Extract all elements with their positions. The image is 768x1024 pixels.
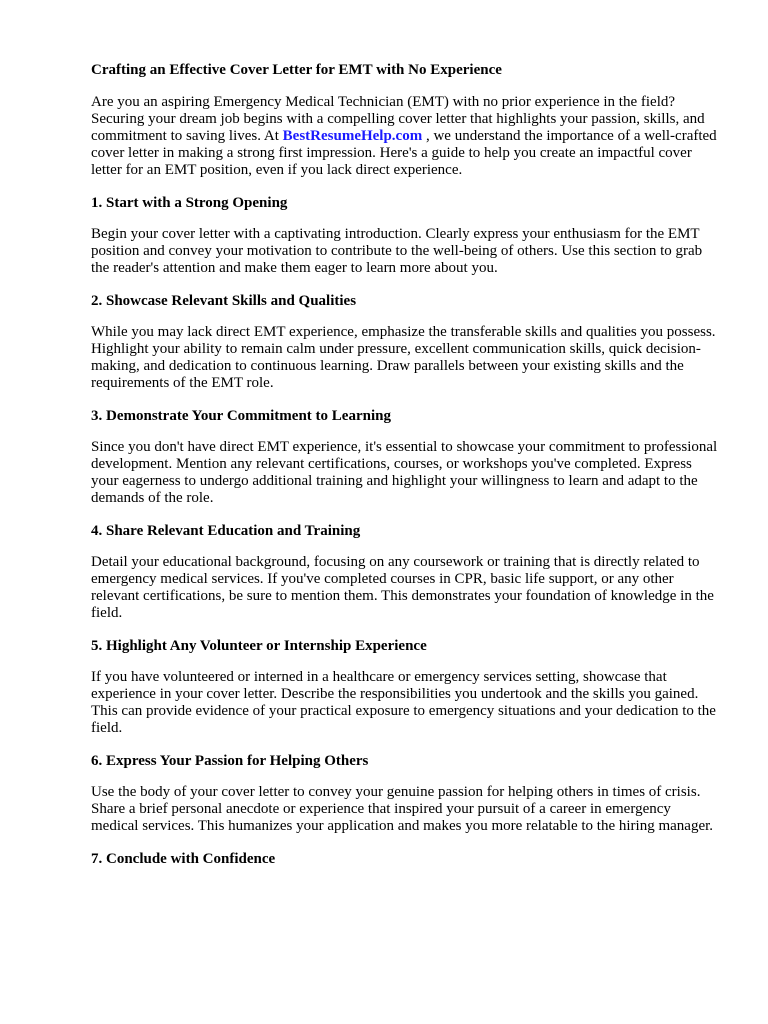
section-heading-3: 3. Demonstrate Your Commitment to Learning bbox=[91, 408, 391, 424]
section-body-3: Since you don't have direct EMT experience, it's essential to showcase your commitment to professional development. Mention any relevant certifications, courses, or workshops you've completed. Express your eagerness to undergo additional training and highlight your willingness to learn and adapt to the demands of the role. bbox=[91, 439, 718, 506]
section-body-6: Use the body of your cover letter to convey your genuine passion for helping others in times of crisis. Share a brief personal anecdote or experience that inspired your pursuit of a career in emergency medical services. This humanizes your application and makes you more relatable to the hiring manager. bbox=[91, 784, 714, 834]
bestresumehelp-link[interactable]: BestResumeHelp.com bbox=[282, 128, 423, 144]
intro-text-after-link: , we understand the importance of a well-crafted cover letter in making a strong first impression. Here's a guide to help you create an impactful cover letter for an EMT position, even if you lack direct experience. bbox=[91, 128, 717, 178]
section-heading-5: 5. Highlight Any Volunteer or Internship Experience bbox=[91, 638, 427, 654]
section-body-4: Detail your educational background, focusing on any coursework or training that is directly related to emergency medical services. If you've completed courses in CPR, basic life support, or any other relevant certifications, be sure to mention them. This demonstrates your foundation of knowledge in the field. bbox=[91, 554, 714, 621]
section-heading-6: 6. Express Your Passion for Helping Others bbox=[91, 753, 369, 769]
section-heading-7: 7. Conclude with Confidence bbox=[91, 851, 276, 867]
intro-text-before-link: Are you an aspiring Emergency Medical Technician (EMT) with no prior experience in the field? Securing your dream job begins with a compelling cover letter that highlights your passion, skills, and commitment to saving lives. At bbox=[91, 94, 705, 144]
section-body-2: While you may lack direct EMT experience, emphasize the transferable skills and qualities you possess. Highlight your ability to remain calm under pressure, excellent communication skills, quick decision-making, and dedication to continuous learning. Draw parallels between your existing skills and the requirements of the EMT role. bbox=[91, 324, 716, 391]
section-body-5: If you have volunteered or interned in a healthcare or emergency services setting, showcase that experience in your cover letter. Describe the responsibilities you undertook and the skills you gained. This can provide evidence of your practical exposure to emergency situations and your dedication to the field. bbox=[91, 669, 716, 736]
section-heading-1: 1. Start with a Strong Opening bbox=[91, 195, 288, 211]
intro-paragraph bbox=[91, 94, 721, 179]
section-heading-4: 4. Share Relevant Education and Training bbox=[91, 523, 361, 539]
section-heading-2: 2. Showcase Relevant Skills and Qualities bbox=[91, 293, 357, 309]
document-title: Crafting an Effective Cover Letter for EMT with No Experience bbox=[91, 62, 502, 78]
document-page bbox=[91, 61, 721, 882]
section-body-1: Begin your cover letter with a captivating introduction. Clearly express your enthusiasm for the EMT position and convey your motivation to contribute to the well-being of others. Use this section to grab the reader's attention and make them eager to learn more about you. bbox=[91, 226, 703, 276]
